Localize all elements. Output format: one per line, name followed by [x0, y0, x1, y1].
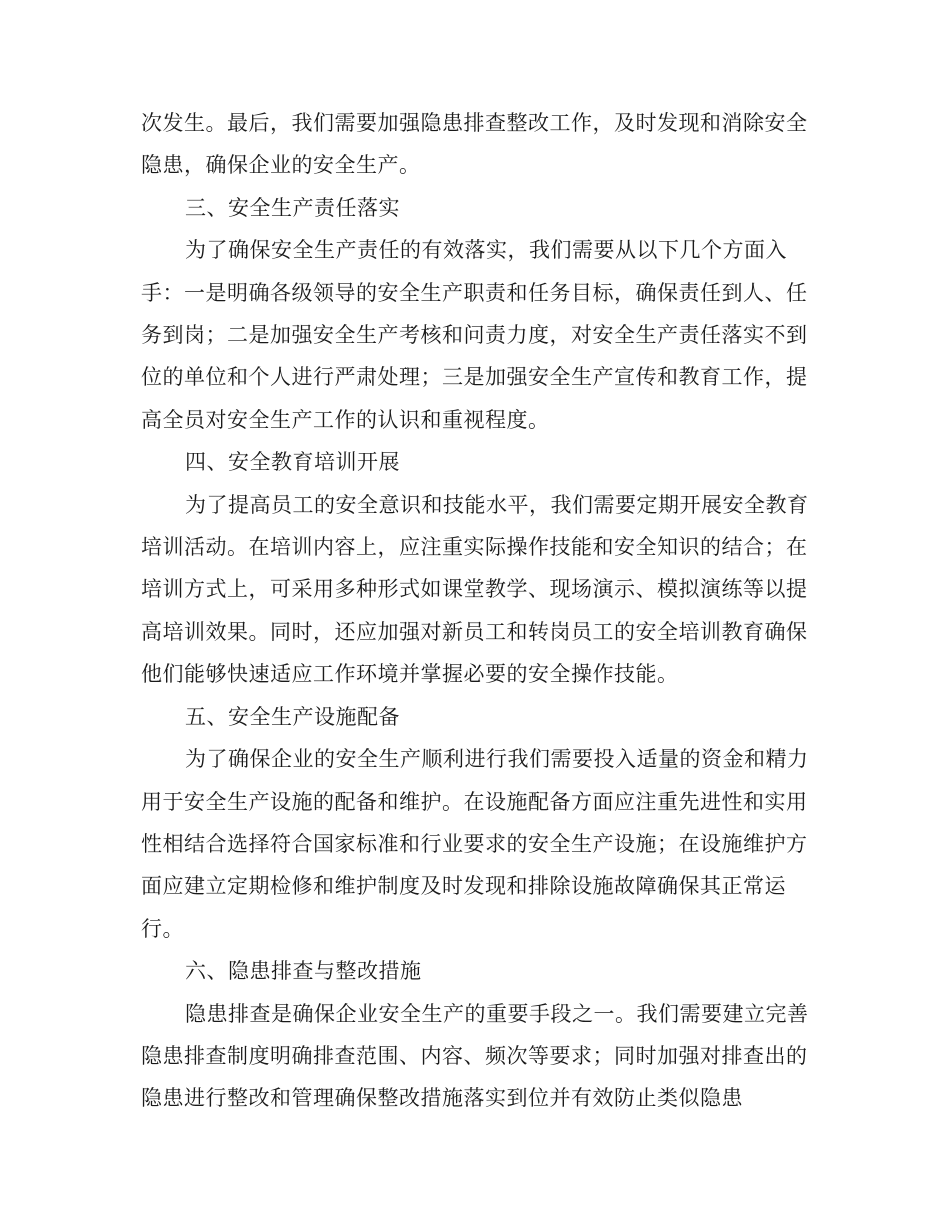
paragraph-facilities: 为了确保企业的安全生产顺利进行我们需要投入适量的资金和精力用于安全生产设施的配备和维护。在设施配备方面应注重先进性和实用性相结合选择符合国家标准和行业要求的安全生产设施；在设施维护方面应建立定期检修和维护制度及时发现和排除设施故障确保其正常运行。 — [141, 747, 809, 941]
section-heading-6: 六、隐患排查与整改措施 — [185, 959, 422, 984]
section-heading-5: 五、安全生产设施配备 — [185, 704, 400, 729]
paragraph-training: 为了提高员工的安全意识和技能水平，我们需要定期开展安全教育培训活动。在培训内容上，应注重实际操作技能和安全知识的结合；在培训方式上，可采用多种形式如课堂教学、现场演示、模拟演练等以提高培训效果。同时，还应加强对新员工和转岗员工的安全培训教育确保他们能够快速适应工作环境并掌握必要的安全操作技能。 — [141, 492, 809, 687]
paragraph-responsibility: 为了确保安全生产责任的有效落实，我们需要从以下几个方面入手：一是明确各级领导的安全生产职责和任务目标，确保责任到人、任务到岗；二是加强安全生产考核和问责力度，对安全生产责任落实不到位的单位和个人进行严肃处理；三是加强安全生产宣传和教育工作，提高全员对安全生产工作的认识和重视程度。 — [141, 238, 808, 432]
section-heading-3: 三、安全生产责任落实 — [185, 195, 400, 220]
paragraph-hazard-inspection: 隐患排查是确保企业安全生产的重要手段之一。我们需要建立完善隐患排查制度明确排查范围、内容、频次等要求；同时加强对排查出的隐患进行整改和管理确保整改措施落实到位并有效防止类似隐患 — [141, 1001, 809, 1111]
paragraph-continuation: 次发生。最后，我们需要加强隐患排查整改工作，及时发现和消除安全隐患，确保企业的安全生产。 — [141, 111, 808, 178]
document-body — [141, 102, 809, 1120]
section-heading-4: 四、安全教育培训开展 — [185, 450, 400, 475]
